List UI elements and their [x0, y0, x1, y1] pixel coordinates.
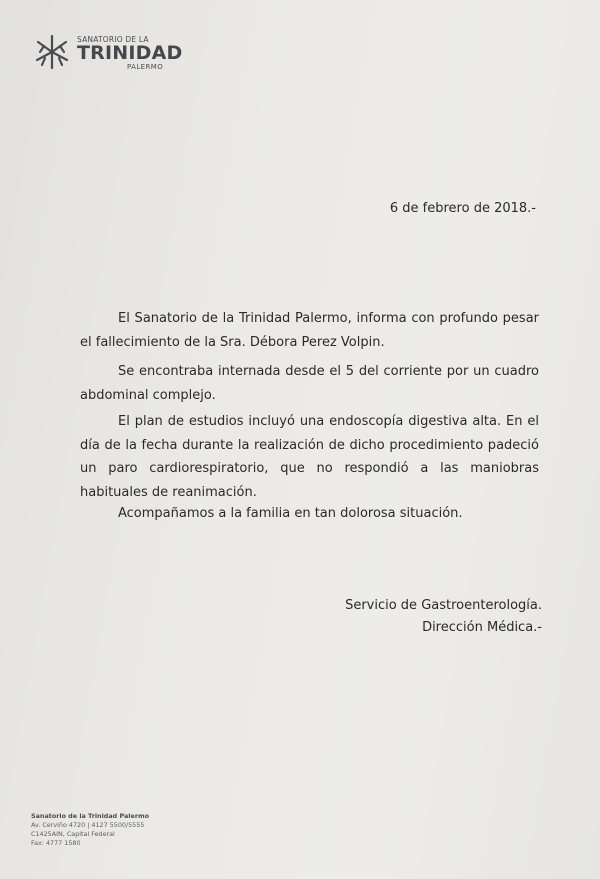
footer-fax: Fax: 4777 1580 — [31, 839, 81, 847]
logo-sub-text: PALERMO — [127, 63, 164, 71]
footer-address: Av. Cerviño 4720 | 4127 5500/5555 — [31, 821, 145, 829]
paragraph-3: El plan de estudios incluyó una endoscopía digestiva alta. En el día de la fecha durante la realización de dicho procedimiento padeció un paro cardiorespiratorio, que no respondió a las maniobras habituales de reanimación. — [80, 414, 539, 500]
paragraph-4: Acompañamos a la familia en tan dolorosa situación. — [118, 506, 463, 521]
paragraph-2: Se encontraba internada desde el 5 del corriente por un cuadro abdominal complejo. — [80, 364, 539, 403]
paragraph-1: El Sanatorio de la Trinidad Palermo, informa con profundo pesar el fallecimiento de la Sra. Débora Perez Volpin. — [80, 311, 539, 350]
letter-date: 6 de febrero de 2018.- — [389, 201, 536, 216]
logo-top-text: SANATORIO DE LA — [77, 35, 149, 44]
footer-contact — [31, 812, 149, 848]
logo-main-text: TRINIDAD — [77, 42, 183, 64]
signature-direction: Dirección Médica.- — [422, 620, 542, 635]
footer-city: C1425AIN, Capital Federal — [31, 830, 115, 838]
sanatorio-logo — [32, 30, 183, 74]
footer-name: Sanatorio de la Trinidad Palermo — [31, 812, 150, 820]
signature-department: Servicio de Gastroenterología. — [345, 598, 542, 613]
trinidad-logo-icon — [32, 32, 72, 72]
